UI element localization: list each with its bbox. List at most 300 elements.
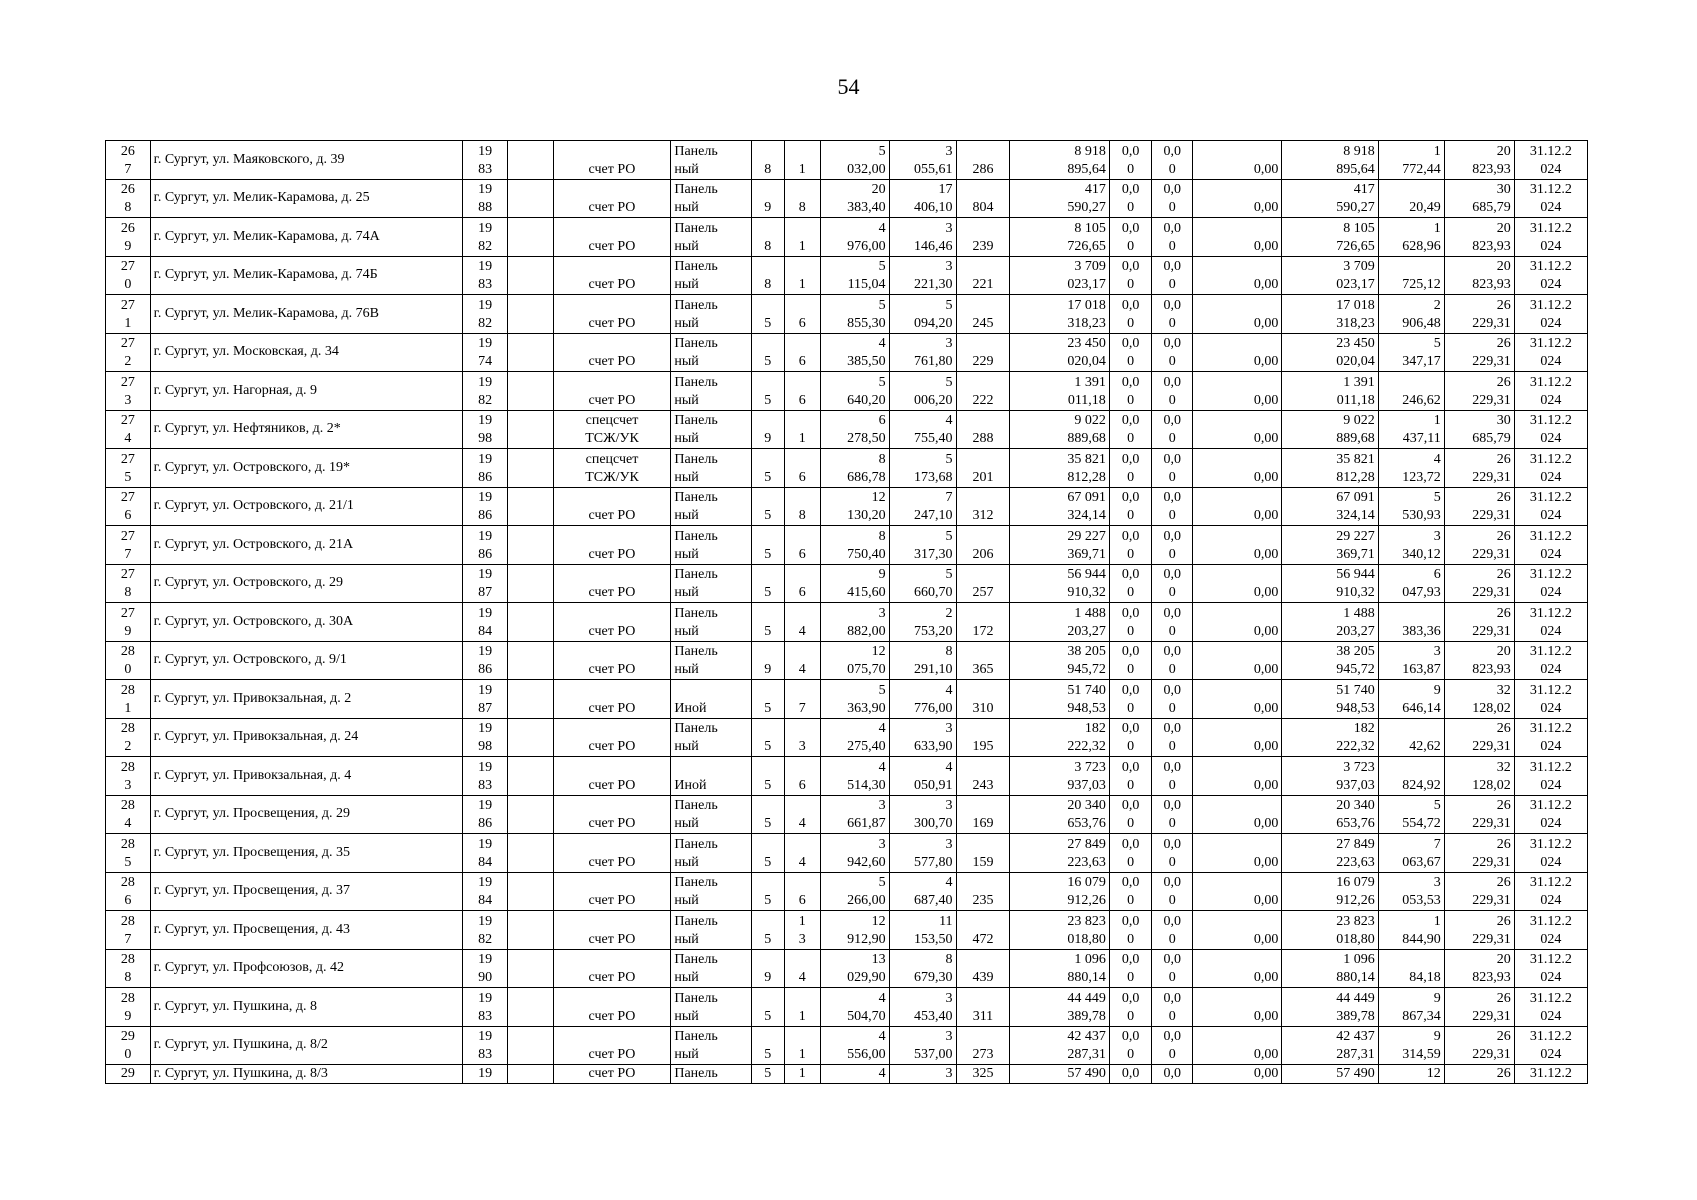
fund-1-cell: 0,0 0 bbox=[1109, 988, 1152, 1027]
empty-cell bbox=[507, 988, 553, 1027]
table-row bbox=[106, 1065, 1588, 1084]
completion-date-cell: 31.12.2 024 bbox=[1514, 603, 1587, 642]
fund-3-cell: 0,00 bbox=[1193, 911, 1282, 950]
entrances-cell: 8 bbox=[785, 179, 821, 218]
total-area-cell: 13 029,90 bbox=[820, 949, 889, 988]
total-area-cell: 12 912,90 bbox=[820, 911, 889, 950]
address-cell: г. Сургут, ул. Островского, д. 19* bbox=[150, 449, 463, 488]
fund-1-cell: 0,0 0 bbox=[1109, 949, 1152, 988]
account-type-cell: счет РО bbox=[553, 641, 671, 680]
table-row bbox=[106, 641, 1588, 680]
max-cost-per-sqm-cell: 26 229,31 bbox=[1444, 372, 1514, 411]
residents-cell: 169 bbox=[956, 795, 1010, 834]
table-row bbox=[106, 372, 1588, 411]
residents-cell: 804 bbox=[956, 179, 1010, 218]
row-number-cell: 27 0 bbox=[106, 256, 151, 295]
entrances-cell: 7 bbox=[785, 680, 821, 719]
completion-date-cell: 31.12.2 024 bbox=[1514, 295, 1587, 334]
table-row bbox=[106, 295, 1588, 334]
max-cost-per-sqm-cell: 26 229,31 bbox=[1444, 333, 1514, 372]
fund-2-cell: 0,0 0 bbox=[1152, 911, 1193, 950]
year-built-cell: 19 83 bbox=[463, 757, 508, 796]
entrances-cell: 4 bbox=[785, 834, 821, 873]
max-cost-per-sqm-cell: 32 128,02 bbox=[1444, 757, 1514, 796]
account-type-cell: счет РО bbox=[553, 372, 671, 411]
max-cost-per-sqm-cell: 20 823,93 bbox=[1444, 641, 1514, 680]
floors-cell: 5 bbox=[751, 988, 784, 1027]
table-row bbox=[106, 449, 1588, 488]
wall-material-cell: Иной bbox=[671, 680, 751, 719]
living-area-cell: 8 679,30 bbox=[889, 949, 956, 988]
fund-3-cell: 0,00 bbox=[1193, 641, 1282, 680]
total-cost-cell: 35 821 812,28 bbox=[1010, 449, 1109, 488]
table-row bbox=[106, 795, 1588, 834]
floors-cell: 5 bbox=[751, 680, 784, 719]
max-cost-per-sqm-cell: 26 229,31 bbox=[1444, 487, 1514, 526]
fund-3-cell: 0,00 bbox=[1193, 680, 1282, 719]
account-type-cell: счет РО bbox=[553, 795, 671, 834]
fund-1-cell: 0,0 0 bbox=[1109, 911, 1152, 950]
completion-date-cell: 31.12.2 024 bbox=[1514, 872, 1587, 911]
table-row bbox=[106, 911, 1588, 950]
living-area-cell: 7 247,10 bbox=[889, 487, 956, 526]
total-area-cell: 5 855,30 bbox=[820, 295, 889, 334]
entrances-cell: 6 bbox=[785, 295, 821, 334]
entrances-cell: 4 bbox=[785, 603, 821, 642]
empty-cell bbox=[507, 179, 553, 218]
account-type-cell: счет РО bbox=[553, 564, 671, 603]
fund-1-cell: 0,0 0 bbox=[1109, 410, 1152, 449]
fund-1-cell: 0,0 0 bbox=[1109, 526, 1152, 565]
wall-material-cell: Панель ный bbox=[671, 795, 751, 834]
fund-1-cell: 0,0 0 bbox=[1109, 603, 1152, 642]
fund-3-cell: 0,00 bbox=[1193, 949, 1282, 988]
entrances-cell: 1 bbox=[785, 141, 821, 180]
total-area-cell: 3 942,60 bbox=[820, 834, 889, 873]
table-row bbox=[106, 680, 1588, 719]
total-cost-cell: 1 391 011,18 bbox=[1010, 372, 1109, 411]
empty-cell bbox=[507, 680, 553, 719]
entrances-cell: 1 bbox=[785, 218, 821, 257]
address-cell: г. Сургут, ул. Островского, д. 9/1 bbox=[150, 641, 463, 680]
table-row bbox=[106, 333, 1588, 372]
table-row bbox=[106, 718, 1588, 757]
floors-cell: 5 bbox=[751, 449, 784, 488]
row-number-cell: 28 0 bbox=[106, 641, 151, 680]
row-number-cell: 27 7 bbox=[106, 526, 151, 565]
table-row bbox=[106, 949, 1588, 988]
completion-date-cell: 31.12.2 024 bbox=[1514, 179, 1587, 218]
completion-date-cell: 31.12.2 024 bbox=[1514, 141, 1587, 180]
max-cost-per-sqm-cell: 26 229,31 bbox=[1444, 872, 1514, 911]
total-area-cell: 8 750,40 bbox=[820, 526, 889, 565]
address-cell: г. Сургут, ул. Мелик-Карамова, д. 76В bbox=[150, 295, 463, 334]
table-row bbox=[106, 410, 1588, 449]
table-row bbox=[106, 179, 1588, 218]
row-number-cell: 28 6 bbox=[106, 872, 151, 911]
address-cell: г. Сургут, ул. Нагорная, д. 9 bbox=[150, 372, 463, 411]
total-area-cell: 8 686,78 bbox=[820, 449, 889, 488]
table-row bbox=[106, 1026, 1588, 1065]
max-cost-per-sqm-cell: 32 128,02 bbox=[1444, 680, 1514, 719]
year-built-cell: 19 83 bbox=[463, 256, 508, 295]
fund-1-cell: 0,0 0 bbox=[1109, 179, 1152, 218]
completion-date-cell: 31.12.2 024 bbox=[1514, 372, 1587, 411]
year-built-cell: 19 86 bbox=[463, 641, 508, 680]
fund-3-cell: 0,00 bbox=[1193, 988, 1282, 1027]
account-type-cell: счет РО bbox=[553, 218, 671, 257]
total-area-cell: 5 640,20 bbox=[820, 372, 889, 411]
entrances-cell: 1 3 bbox=[785, 911, 821, 950]
total-area-cell: 3 661,87 bbox=[820, 795, 889, 834]
fund-2-cell: 0,0 0 bbox=[1152, 218, 1193, 257]
fund-1-cell: 0,0 0 bbox=[1109, 256, 1152, 295]
empty-cell bbox=[507, 372, 553, 411]
year-built-cell: 19 82 bbox=[463, 295, 508, 334]
wall-material-cell: Панель ный bbox=[671, 218, 751, 257]
row-number-cell: 28 7 bbox=[106, 911, 151, 950]
owners-funds-cell: 16 079 912,26 bbox=[1282, 872, 1378, 911]
fund-3-cell: 0,00 bbox=[1193, 179, 1282, 218]
wall-material-cell: Иной bbox=[671, 757, 751, 796]
total-cost-cell: 8 105 726,65 bbox=[1010, 218, 1109, 257]
account-type-cell: счет РО bbox=[553, 526, 671, 565]
address-cell: г. Сургут, ул. Просвещения, д. 35 bbox=[150, 834, 463, 873]
living-area-cell: 3 761,80 bbox=[889, 333, 956, 372]
max-cost-per-sqm-cell: 26 229,31 bbox=[1444, 795, 1514, 834]
max-cost-per-sqm-cell: 30 685,79 bbox=[1444, 410, 1514, 449]
row-number-cell: 26 8 bbox=[106, 179, 151, 218]
total-area-cell: 5 115,04 bbox=[820, 256, 889, 295]
fund-3-cell: 0,00 bbox=[1193, 526, 1282, 565]
fund-1-cell: 0,0 0 bbox=[1109, 333, 1152, 372]
address-cell: г. Сургут, ул. Профсоюзов, д. 42 bbox=[150, 949, 463, 988]
fund-1-cell: 0,0 0 bbox=[1109, 372, 1152, 411]
max-cost-per-sqm-cell: 26 229,31 bbox=[1444, 834, 1514, 873]
living-area-cell: 3 055,61 bbox=[889, 141, 956, 180]
fund-2-cell: 0,0 0 bbox=[1152, 988, 1193, 1027]
living-area-cell: 5 173,68 bbox=[889, 449, 956, 488]
total-area-cell: 4 556,00 bbox=[820, 1026, 889, 1065]
completion-date-cell: 31.12.2 024 bbox=[1514, 718, 1587, 757]
wall-material-cell: Панель ный bbox=[671, 603, 751, 642]
fund-2-cell: 0,0 0 bbox=[1152, 564, 1193, 603]
living-area-cell: 3 bbox=[889, 1065, 956, 1084]
completion-date-cell: 31.12.2 024 bbox=[1514, 680, 1587, 719]
fund-3-cell: 0,00 bbox=[1193, 834, 1282, 873]
total-area-cell: 9 415,60 bbox=[820, 564, 889, 603]
total-area-cell: 12 075,70 bbox=[820, 641, 889, 680]
table-row bbox=[106, 988, 1588, 1027]
cost-per-sqm-cell: 9 867,34 bbox=[1378, 988, 1444, 1027]
living-area-cell: 11 153,50 bbox=[889, 911, 956, 950]
fund-3-cell: 0,00 bbox=[1193, 795, 1282, 834]
year-built-cell: 19 82 bbox=[463, 218, 508, 257]
fund-3-cell: 0,00 bbox=[1193, 872, 1282, 911]
wall-material-cell: Панель ный bbox=[671, 179, 751, 218]
max-cost-per-sqm-cell: 30 685,79 bbox=[1444, 179, 1514, 218]
fund-2-cell: 0,0 0 bbox=[1152, 680, 1193, 719]
year-built-cell: 19 74 bbox=[463, 333, 508, 372]
owners-funds-cell: 8 105 726,65 bbox=[1282, 218, 1378, 257]
owners-funds-cell: 1 391 011,18 bbox=[1282, 372, 1378, 411]
fund-2-cell: 0,0 0 bbox=[1152, 949, 1193, 988]
fund-3-cell: 0,00 bbox=[1193, 256, 1282, 295]
floors-cell: 5 bbox=[751, 1065, 784, 1084]
table-row bbox=[106, 487, 1588, 526]
entrances-cell: 6 bbox=[785, 333, 821, 372]
row-number-cell: 28 4 bbox=[106, 795, 151, 834]
fund-2-cell: 0,0 0 bbox=[1152, 1026, 1193, 1065]
account-type-cell: счет РО bbox=[553, 141, 671, 180]
address-cell: г. Сургут, ул. Островского, д. 29 bbox=[150, 564, 463, 603]
cost-per-sqm-cell: 3 053,53 bbox=[1378, 872, 1444, 911]
completion-date-cell: 31.12.2 024 bbox=[1514, 449, 1587, 488]
account-type-cell: счет РО bbox=[553, 680, 671, 719]
residents-cell: 235 bbox=[956, 872, 1010, 911]
wall-material-cell: Панель ный bbox=[671, 333, 751, 372]
residents-cell: 365 bbox=[956, 641, 1010, 680]
account-type-cell: счет РО bbox=[553, 333, 671, 372]
account-type-cell: счет РО bbox=[553, 988, 671, 1027]
total-cost-cell: 29 227 369,71 bbox=[1010, 526, 1109, 565]
fund-2-cell: 0,0 0 bbox=[1152, 603, 1193, 642]
empty-cell bbox=[507, 718, 553, 757]
table-row bbox=[106, 218, 1588, 257]
floors-cell: 5 bbox=[751, 795, 784, 834]
address-cell: г. Сургут, ул. Просвещения, д. 43 bbox=[150, 911, 463, 950]
owners-funds-cell: 23 450 020,04 bbox=[1282, 333, 1378, 372]
total-area-cell: 3 882,00 bbox=[820, 603, 889, 642]
fund-3-cell: 0,00 bbox=[1193, 218, 1282, 257]
total-cost-cell: 3 723 937,03 bbox=[1010, 757, 1109, 796]
residents-cell: 245 bbox=[956, 295, 1010, 334]
completion-date-cell: 31.12.2 024 bbox=[1514, 333, 1587, 372]
wall-material-cell: Панель ный bbox=[671, 372, 751, 411]
fund-3-cell: 0,00 bbox=[1193, 141, 1282, 180]
address-cell: г. Сургут, ул. Островского, д. 30А bbox=[150, 603, 463, 642]
total-cost-cell: 417 590,27 bbox=[1010, 179, 1109, 218]
table-row bbox=[106, 526, 1588, 565]
cost-per-sqm-cell: 1 437,11 bbox=[1378, 410, 1444, 449]
fund-3-cell: 0,00 bbox=[1193, 295, 1282, 334]
empty-cell bbox=[507, 410, 553, 449]
total-area-cell: 4 bbox=[820, 1065, 889, 1084]
fund-1-cell: 0,0 0 bbox=[1109, 641, 1152, 680]
year-built-cell: 19 86 bbox=[463, 449, 508, 488]
fund-2-cell: 0,0 bbox=[1152, 1065, 1193, 1084]
address-cell: г. Сургут, ул. Маяковского, д. 39 bbox=[150, 141, 463, 180]
total-area-cell: 5 032,00 bbox=[820, 141, 889, 180]
living-area-cell: 3 146,46 bbox=[889, 218, 956, 257]
fund-2-cell: 0,0 0 bbox=[1152, 333, 1193, 372]
floors-cell: 5 bbox=[751, 718, 784, 757]
completion-date-cell: 31.12.2 024 bbox=[1514, 834, 1587, 873]
total-area-cell: 5 266,00 bbox=[820, 872, 889, 911]
total-area-cell: 4 514,30 bbox=[820, 757, 889, 796]
living-area-cell: 4 776,00 bbox=[889, 680, 956, 719]
max-cost-per-sqm-cell: 20 823,93 bbox=[1444, 256, 1514, 295]
owners-funds-cell: 9 022 889,68 bbox=[1282, 410, 1378, 449]
cost-per-sqm-cell: 824,92 bbox=[1378, 757, 1444, 796]
fund-2-cell: 0,0 0 bbox=[1152, 295, 1193, 334]
empty-cell bbox=[507, 834, 553, 873]
table-row bbox=[106, 834, 1588, 873]
fund-1-cell: 0,0 0 bbox=[1109, 487, 1152, 526]
max-cost-per-sqm-cell: 26 229,31 bbox=[1444, 988, 1514, 1027]
total-cost-cell: 3 709 023,17 bbox=[1010, 256, 1109, 295]
living-area-cell: 3 633,90 bbox=[889, 718, 956, 757]
fund-1-cell: 0,0 0 bbox=[1109, 834, 1152, 873]
fund-3-cell: 0,00 bbox=[1193, 410, 1282, 449]
table-row bbox=[106, 256, 1588, 295]
row-number-cell: 27 2 bbox=[106, 333, 151, 372]
living-area-cell: 2 753,20 bbox=[889, 603, 956, 642]
wall-material-cell: Панель ный bbox=[671, 141, 751, 180]
fund-2-cell: 0,0 0 bbox=[1152, 757, 1193, 796]
max-cost-per-sqm-cell: 26 229,31 bbox=[1444, 911, 1514, 950]
empty-cell bbox=[507, 911, 553, 950]
row-number-cell: 29 bbox=[106, 1065, 151, 1084]
total-cost-cell: 8 918 895,64 bbox=[1010, 141, 1109, 180]
cost-per-sqm-cell: 1 772,44 bbox=[1378, 141, 1444, 180]
wall-material-cell: Панель bbox=[671, 1065, 751, 1084]
total-cost-cell: 23 823 018,80 bbox=[1010, 911, 1109, 950]
table-row bbox=[106, 603, 1588, 642]
cost-per-sqm-cell: 2 906,48 bbox=[1378, 295, 1444, 334]
fund-3-cell: 0,00 bbox=[1193, 449, 1282, 488]
fund-2-cell: 0,0 0 bbox=[1152, 834, 1193, 873]
cost-per-sqm-cell: 9 314,59 bbox=[1378, 1026, 1444, 1065]
entrances-cell: 4 bbox=[785, 795, 821, 834]
address-cell: г. Сургут, ул. Московская, д. 34 bbox=[150, 333, 463, 372]
cost-per-sqm-cell: 383,36 bbox=[1378, 603, 1444, 642]
fund-2-cell: 0,0 0 bbox=[1152, 410, 1193, 449]
row-number-cell: 28 5 bbox=[106, 834, 151, 873]
total-area-cell: 5 363,90 bbox=[820, 680, 889, 719]
address-cell: г. Сургут, ул. Нефтяников, д. 2* bbox=[150, 410, 463, 449]
account-type-cell: счет РО bbox=[553, 603, 671, 642]
floors-cell: 5 bbox=[751, 911, 784, 950]
fund-1-cell: 0,0 0 bbox=[1109, 218, 1152, 257]
total-cost-cell: 27 849 223,63 bbox=[1010, 834, 1109, 873]
total-cost-cell: 182 222,32 bbox=[1010, 718, 1109, 757]
year-built-cell: 19 86 bbox=[463, 795, 508, 834]
row-number-cell: 27 4 bbox=[106, 410, 151, 449]
row-number-cell: 26 9 bbox=[106, 218, 151, 257]
year-built-cell: 19 87 bbox=[463, 564, 508, 603]
residents-cell: 222 bbox=[956, 372, 1010, 411]
living-area-cell: 3 221,30 bbox=[889, 256, 956, 295]
year-built-cell: 19 98 bbox=[463, 410, 508, 449]
year-built-cell: 19 84 bbox=[463, 834, 508, 873]
entrances-cell: 6 bbox=[785, 872, 821, 911]
completion-date-cell: 31.12.2 024 bbox=[1514, 795, 1587, 834]
completion-date-cell: 31.12.2 024 bbox=[1514, 757, 1587, 796]
year-built-cell: 19 88 bbox=[463, 179, 508, 218]
address-cell: г. Сургут, ул. Мелик-Карамова, д. 74А bbox=[150, 218, 463, 257]
fund-1-cell: 0,0 0 bbox=[1109, 680, 1152, 719]
entrances-cell: 6 bbox=[785, 449, 821, 488]
empty-cell bbox=[507, 487, 553, 526]
row-number-cell: 28 8 bbox=[106, 949, 151, 988]
row-number-cell: 28 2 bbox=[106, 718, 151, 757]
owners-funds-cell: 51 740 948,53 bbox=[1282, 680, 1378, 719]
max-cost-per-sqm-cell: 26 229,31 bbox=[1444, 449, 1514, 488]
living-area-cell: 5 094,20 bbox=[889, 295, 956, 334]
owners-funds-cell: 20 340 653,76 bbox=[1282, 795, 1378, 834]
empty-cell bbox=[507, 795, 553, 834]
wall-material-cell: Панель ный bbox=[671, 295, 751, 334]
cost-per-sqm-cell: 1 628,96 bbox=[1378, 218, 1444, 257]
completion-date-cell: 31.12.2 024 bbox=[1514, 526, 1587, 565]
empty-cell bbox=[507, 256, 553, 295]
residents-cell: 172 bbox=[956, 603, 1010, 642]
address-cell: г. Сургут, ул. Просвещения, д. 37 bbox=[150, 872, 463, 911]
account-type-cell: счет РО bbox=[553, 295, 671, 334]
fund-1-cell: 0,0 0 bbox=[1109, 795, 1152, 834]
total-area-cell: 6 278,50 bbox=[820, 410, 889, 449]
account-type-cell: счет РО bbox=[553, 911, 671, 950]
total-cost-cell: 1 096 880,14 bbox=[1010, 949, 1109, 988]
entrances-cell: 3 bbox=[785, 718, 821, 757]
max-cost-per-sqm-cell: 20 823,93 bbox=[1444, 218, 1514, 257]
cost-per-sqm-cell: 725,12 bbox=[1378, 256, 1444, 295]
address-cell: г. Сургут, ул. Пушкина, д. 8/2 bbox=[150, 1026, 463, 1065]
wall-material-cell: Панель ный bbox=[671, 1026, 751, 1065]
empty-cell bbox=[507, 526, 553, 565]
max-cost-per-sqm-cell: 26 bbox=[1444, 1065, 1514, 1084]
entrances-cell: 6 bbox=[785, 757, 821, 796]
total-cost-cell: 56 944 910,32 bbox=[1010, 564, 1109, 603]
floors-cell: 9 bbox=[751, 641, 784, 680]
year-built-cell: 19 84 bbox=[463, 603, 508, 642]
empty-cell bbox=[507, 295, 553, 334]
row-number-cell: 27 3 bbox=[106, 372, 151, 411]
housing-register-table bbox=[105, 140, 1588, 1084]
address-cell: г. Сургут, ул. Островского, д. 21/1 bbox=[150, 487, 463, 526]
fund-1-cell: 0,0 0 bbox=[1109, 1026, 1152, 1065]
floors-cell: 5 bbox=[751, 372, 784, 411]
owners-funds-cell: 29 227 369,71 bbox=[1282, 526, 1378, 565]
total-cost-cell: 44 449 389,78 bbox=[1010, 988, 1109, 1027]
max-cost-per-sqm-cell: 20 823,93 bbox=[1444, 949, 1514, 988]
residents-cell: 229 bbox=[956, 333, 1010, 372]
wall-material-cell: Панель ный bbox=[671, 449, 751, 488]
total-area-cell: 4 976,00 bbox=[820, 218, 889, 257]
floors-cell: 5 bbox=[751, 564, 784, 603]
wall-material-cell: Панель ный bbox=[671, 949, 751, 988]
year-built-cell: 19 87 bbox=[463, 680, 508, 719]
row-number-cell: 27 8 bbox=[106, 564, 151, 603]
living-area-cell: 3 300,70 bbox=[889, 795, 956, 834]
empty-cell bbox=[507, 1026, 553, 1065]
account-type-cell: счет РО bbox=[553, 718, 671, 757]
fund-1-cell: 0,0 0 bbox=[1109, 449, 1152, 488]
owners-funds-cell: 27 849 223,63 bbox=[1282, 834, 1378, 873]
total-cost-cell: 20 340 653,76 bbox=[1010, 795, 1109, 834]
fund-2-cell: 0,0 0 bbox=[1152, 641, 1193, 680]
total-cost-cell: 42 437 287,31 bbox=[1010, 1026, 1109, 1065]
empty-cell bbox=[507, 1065, 553, 1084]
address-cell: г. Сургут, ул. Островского, д. 21А bbox=[150, 526, 463, 565]
residents-cell: 195 bbox=[956, 718, 1010, 757]
row-number-cell: 27 6 bbox=[106, 487, 151, 526]
residents-cell: 201 bbox=[956, 449, 1010, 488]
floors-cell: 9 bbox=[751, 179, 784, 218]
fund-3-cell: 0,00 bbox=[1193, 333, 1282, 372]
owners-funds-cell: 417 590,27 bbox=[1282, 179, 1378, 218]
